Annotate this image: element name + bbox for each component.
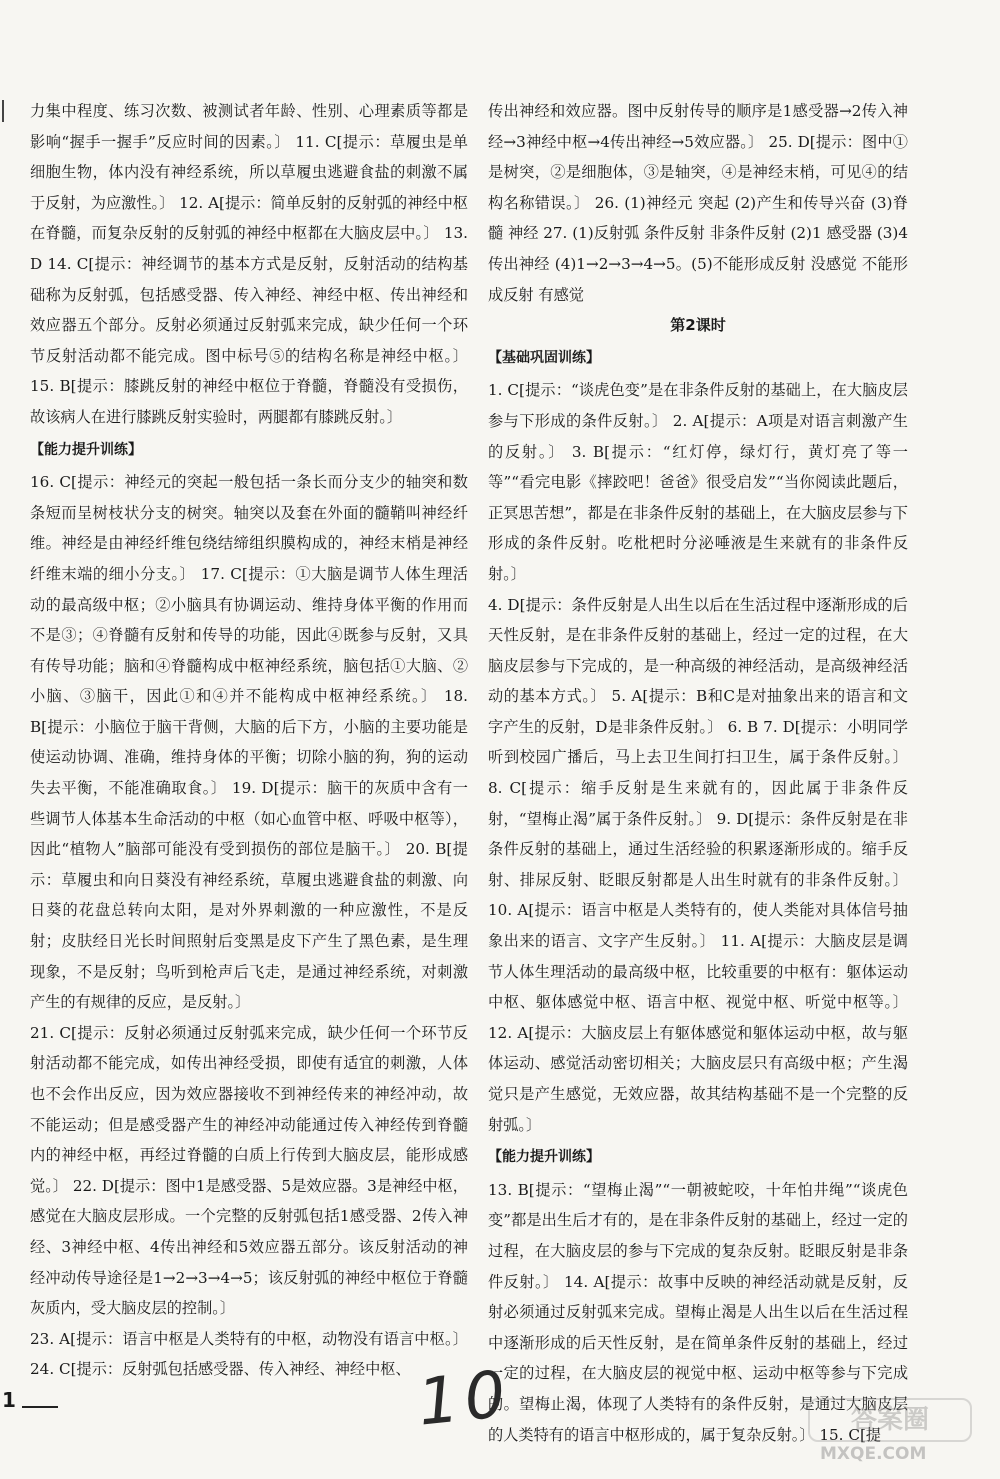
page-number-rule (22, 1406, 58, 1408)
answer-paragraph: 传出神经和效应器。图中反射传导的顺序是1感受器→2传入神经→3神经中枢→4传出神经→5效应器。〕 25. D[提示：图中①是树突，②是细胞体，③是轴突，④是神经末梢，可见④的结构名称错误。〕 26. (1)神经元 突起 (2)产生和传导兴奋 (3)脊髓 神经 27. (1)反射弧 条件反射 非条件反射 (2)1 感受器 (3)4 传出神经 (4)1→2→3→4→5。(5)不能形成反射 没感觉 不能形成反射 有感觉 (488, 102, 909, 304)
watermark-url: MXQE.COM (820, 1444, 927, 1464)
answer-paragraph: 4. D[提示：条件反射是人出生以后在生活过程中逐渐形成的后天性反射，是在非条件反射的基础上，经过一定的过程，在大脑皮层参与下完成的，是一种高级的神经活动，是高级神经活动的基本方式。〕 5. A[提示：B和C是对抽象出来的语言和文字产生的反射，D是非条件反射。〕 6. B 7. D[提示：小明同学听到校园广播后，马上去卫生间打扫卫生，属于条件反射。〕 8. C[提示：缩手反射是生来就有的，因此属于非条件反射，“望梅止渴”属于条件反射。〕 9. D[提示：条件反射是在非条件反射的基础上，通过生活经验的积累逐渐形成的。缩手反射、排尿反射、眨眼反射都是人出生时就有的非条件反射。〕 10. A[提示：语言中枢是人类特有的，使人类能对具体信号抽象出来的语言、文字产生反射。〕 11. A[提示：大脑皮层是调节人体生理活动的最高级中枢，比较重要的中枢有：躯体运动中枢、躯体感觉中枢、语言中枢、视觉中枢、听觉中枢等。〕 12. A[提示：大脑皮层上有躯体感觉和躯体运动中枢，故与躯体运动、感觉活动密切相关；大脑皮层只有高级中枢；产生渴觉只是产生感觉，无效应器，故其结构基础不是一个完整的反射弧。〕 (488, 595, 908, 1134)
page-number: 1 (2, 1388, 16, 1412)
answer-paragraph: 16. C[提示：神经元的突起一般包括一条长而分支少的轴突和数条短而呈树枝状分支的树突。轴突以及套在外面的髓鞘叫神经纤维。神经是由神经纤维包绕结缔组织膜构成的，神经末梢是神经纤维末端的细小分支。〕 17. C[提示：①大脑是调节人体生理活动的最高级中枢；②小脑具有协调运动、维持身体平衡的作用而不是③；④脊髓有反射和传导的功能，因此④既参与反射，又具有传导功能；脑和④脊髓构成中枢神经系统，脑包括①大脑、②小脑、③脑干，因此①和④并不能构成中枢神经系统。〕 18. B[提示：小脑位于脑干背侧，大脑的后下方，小脑的主要功能是使运动协调、准确，维持身体的平衡；切除小脑的狗，狗的运动失去平衡，不能准确取食。〕 19. D[提示：脑干的灰质中含有一些调节人体基本生命活动的中枢（如心血管中枢、呼吸中枢等），因此“植物人”脑部可能没有受到损伤的部位是脑干。〕 20. B[提示：草履虫和向日葵没有神经系统，草履虫逃避食盐的刺激、向日葵的花盘总转向太阳，是对外界刺激的一种应激性，不是反射；皮肤经日光长时间照射后变黑是皮下产生了黑色素，是生理现象，不是反射；鸟听到枪声后飞走，是通过神经系统，对刺激产生的有规律的反应，是反射。〕 (30, 473, 468, 1012)
watermark-logo: 答案圈 (808, 1398, 972, 1442)
answer-paragraph: 21. C[提示：反射必须通过反射弧来完成，缺少任何一个环节反射活动都不能完成，如传出神经受损，即使有适宜的刺激，人体也不会作出反应，因为效应器接收不到神经传来的神经冲动，故不能运动；但是感受器产生的神经冲动能通过传入神经传到脊髓内的神经中枢，再经过脊髓的白质上行传到大脑皮层，能形成感觉。〕 22. D[提示：图中1是感受器、5是效应器。3是神经中枢，感觉在大脑皮层形成。一个完整的反射弧包括1感受器、2传入神经、3神经中枢、4传出神经和5效应器五部分。该反射活动的神经冲动传导途径是1→2→3→4→5；该反射弧的神经中枢位于脊髓灰质内，受大脑皮层的控制。〕 (30, 1023, 468, 1318)
answer-paragraph: 力集中程度、练习次数、被测试者年龄、性别、心理素质等都是影响“握手一握手”反应时间的因素。〕 11. C[提示：草履虫是单细胞生物，体内没有神经系统，所以草履虫逃避食盐的刺激不属于反射，为应激性。〕 12. A[提示：简单反射的反射弧的神经中枢在脊髓，而复杂反射的反射弧的神经中枢都在大脑皮层中。〕 13. D 14. C[提示：神经调节的基本方式是反射，反射活动的结构基础称为反射弧，包括感受器、传入神经、神经中枢、传出神经和效应器五个部分。反射必须通过反射弧来完成，缺少任何一个环节反射活动都不能完成。图中标号⑤的结构名称是神经中枢。〕 15. B[提示：膝跳反射的神经中枢位于脊髓，脊髓没有受损伤，故该病人在进行膝跳反射实验时，两腿都有膝跳反射。〕 (30, 102, 468, 426)
left-column (30, 96, 468, 1385)
section-heading-ability: 【能力提升训练】 (30, 441, 142, 458)
answer-paragraph: 23. A[提示：语言中枢是人类特有的中枢，动物没有语言中枢。〕 24. C[提示：反射弧包括感受器、传入神经、神经中枢、 (30, 1329, 468, 1379)
margin-mark (2, 100, 4, 122)
section-heading-basic: 【基础巩固训练】 (488, 349, 600, 366)
answer-paragraph: 13. B[提示：“望梅止渴”“一朝被蛇咬，十年怕井绳”“谈虎色变”都是出生后才有的，是在非条件反射的基础上，经过一定的过程，在大脑皮层的参与下完成的复杂反射。眨眼反射是非条件反射。〕 14. A[提示：故事中反映的神经活动就是反射，反射必须通过反射弧来完成。望梅止渴是人出生以后在生活过程中逐渐形成的后天性反射，是在简单条件反射的基础上，经过一定的过程，在大脑皮层的视觉中枢、运动中枢等参与下完成的。望梅止渴，体现了人类特有的条件反射，是通过大脑皮层的人类特有的语言中枢形成的，属于复杂反射。〕 15. C[提 (488, 1180, 908, 1444)
right-column (488, 96, 908, 1450)
answer-paragraph: 1. C[提示：“谈虎色变”是在非条件反射的基础上，在大脑皮层参与下形成的条件反射。〕 2. A[提示：A项是对语言刺激产生的反射。〕 3. B[提示：“红灯停，绿灯行，黄灯亮了等一等”“看完电影《摔跤吧！爸爸》很受启发”“当你阅读此题后，正冥思苦想”，都是在非条件反射的基础上，在大脑皮层参与下形成的条件反射。吃枇杷时分泌唾液是生来就有的非条件反射。〕 (488, 381, 908, 583)
lesson-title: 第2课时 (670, 316, 726, 335)
handwritten-number: 10 (414, 1357, 516, 1441)
section-heading-ability: 【能力提升训练】 (488, 1149, 600, 1166)
